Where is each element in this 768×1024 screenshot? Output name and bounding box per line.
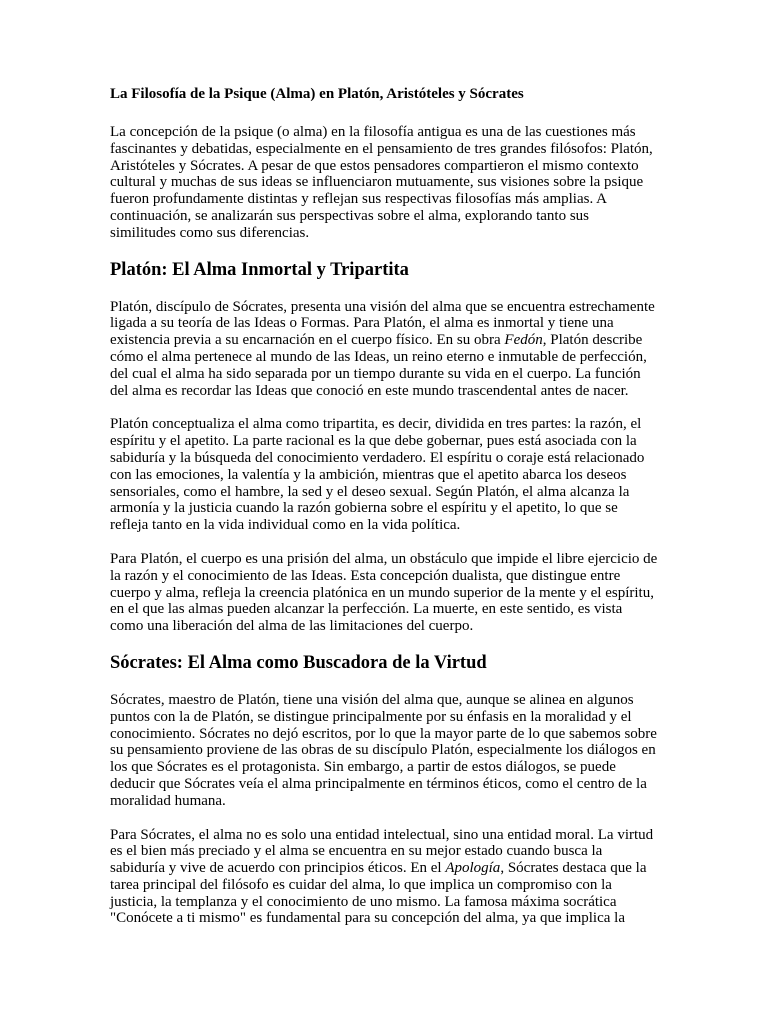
fedon-title: Fedón	[504, 332, 543, 349]
apologia-title: Apología	[445, 860, 501, 877]
section-heading-platon: Platón: El Alma Inmortal y Tripartita	[110, 259, 409, 280]
platon-paragraph-1-text-a: Platón, discípulo de Sócrates, presenta una visión del alma que se encuentra estrechamente ligada a su teoría de las Ideas o Formas. Para Platón, el alma es inmortal y tiene una existencia previa a su encarnación en el cuerpo físico. En su obra	[110, 298, 655, 349]
socrates-paragraph-2-text-a: Para Sócrates, el alma no es solo una entidad intelectual, sino una entidad moral. La virtud es el bien más preciado y el alma se encuentra en su mejor estado cuando busca la sabiduría y vive de acuerdo con principios éticos. En el	[110, 826, 654, 877]
document-title: La Filosofía de la Psique (Alma) en Platón, Aristóteles y Sócrates	[110, 86, 524, 102]
document-page	[110, 84, 658, 944]
platon-paragraph-3: Para Platón, el cuerpo es una prisión del alma, un obstáculo que impide el libre ejercicio de la razón y el conocimiento de las Ideas. Esta concepción dualista, que distingue entre cuerpo y alma, refleja la creencia platónica en un mundo superior de la mente y el espíritu, en el que las almas pueden alcanzar la perfección. La muerte, en este sentido, es vista como una liberación del alma de las limitaciones del cuerpo.	[110, 550, 658, 635]
socrates-paragraph-2-text-b: , Sócrates destaca que la tarea principal del filósofo es cuidar del alma, lo que implica un compromiso con la justicia, la templanza y el conocimiento de uno mismo. La famosa máxima socrática "Conócete a ti mismo" es fundamental para su concepción del alma, ya que implica la	[110, 860, 647, 927]
socrates-paragraph-1: Sócrates, maestro de Platón, tiene una visión del alma que, aunque se alinea en algunos puntos con la de Platón, se distingue principalmente por su énfasis en la moralidad y el conocimiento. Sócrates no dejó escritos, por lo que la mayor parte de lo que sabemos sobre su pensamiento proviene de las obras de su discípulo Platón, especialmente los diálogos en los que Sócrates es el protagonista. Sin embargo, a partir de estos diálogos, se puede deducir que Sócrates veía el alma principalmente en términos éticos, como el centro de la moralidad humana.	[110, 691, 657, 809]
socrates-paragraph-2	[110, 827, 658, 928]
section-heading-socrates: Sócrates: El Alma como Buscadora de la Virtud	[110, 652, 487, 673]
platon-paragraph-2: Platón conceptualiza el alma como tripartita, es decir, dividida en tres partes: la razón, el espíritu y el apetito. La parte racional es la que debe gobernar, pues está asociada con la sabiduría y la búsqueda del conocimiento verdadero. El espíritu o coraje está relacionado con las emociones, la valentía y la ambición, mientras que el apetito abarca los deseos sensoriales, como el hambre, la sed y el deseo sexual. Según Platón, el alma alcanza la armonía y la justicia cuando la razón gobierna sobre el espíritu y el apetito, lo que se refleja tanto en la vida individual como en la vida política.	[110, 416, 645, 534]
intro-paragraph: La concepción de la psique (o alma) en la filosofía antigua es una de las cuestiones más fascinantes y debatidas, especialmente en el pensamiento de tres grandes filósofos: Platón, Aristóteles y Sócrates. A pesar de que estos pensadores compartieron el mismo contexto cultural y muchas de sus ideas se influenciaron mutuamente, sus visiones sobre la psique fueron profundamente distintas y reflejan sus respectivas filosofías más amplias. A continuación, se analizarán sus perspectivas sobre el alma, explorando tanto sus similitudes como sus diferencias.	[110, 124, 653, 241]
platon-paragraph-1	[110, 299, 658, 400]
platon-paragraph-1-text-b: , Platón describe cómo el alma pertenece al mundo de las Ideas, un reino eterno e inmutable de perfección, del cual el alma ha sido separada por un tiempo durante su vida en el cuerpo. La función del alma es recordar las Ideas que conoció en este mundo trascendental antes de nacer.	[110, 332, 647, 399]
